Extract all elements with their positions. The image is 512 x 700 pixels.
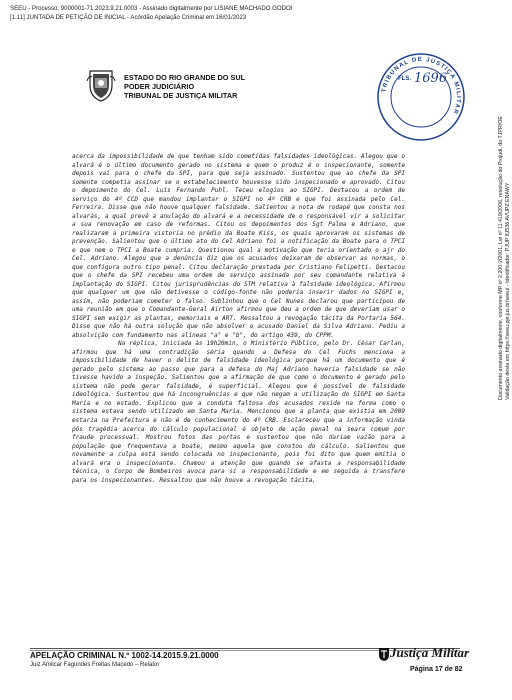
page-number: Página 17 de 82 <box>410 666 463 673</box>
system-header-line2: [1.11] JUNTADA DE PETIÇÃO DE INICIAL - Acórdão Apelação Criminal em 16/01/2023 <box>10 14 247 21</box>
body-paragraph: Na réplica, iniciada às 19h20min, o Ministério Público, pelo Dr. César Carlan, afirmou que há uma contradição séria quando a Defesa do Cel Fuchs menciona a impossibilidade de haver o delito de falsidade ideológica porque há um documento que é gerado pelo sistema ao passo que para a defesa do Maj Adriano haveria falsidade se não tivesse havido a inspeção. Salientou que a afirmação de que como o documento é gerado pelo sistema não pode gerar falsidade, é superficial. Alegou que é possível de falsidade ideológica. Sustentou que há incongruências e que não negam a utilização do SIGPI em Santa Maria e no estado. Explicou que a conduta faltosa dos acusados reside na forma como o sistema estava sendo utilizado em Santa Maria. Mencionou que a planta que existia em 2009 estaria na Prefeitura e não é de conhecimento do 4º CRB. Esclareceu que a informação vinda pós tragédia acerca do cálculo populacional é objeto de ação penal na seara comum por fraude processual. Mostrou fotos das portas e sustentou que não dariam vazão para a população que frequentava a boate, mesmo aquela que constou do cálculo. Salientou que novamente a culpa está sendo colocada no inspecionante, pois foi dito que quem emitia o alvará era o inspecionante. Chamou a atenção que quando se afasta a responsabilidade técnica, o Corpo de Bombeiros avoca para si a responsabilidade e em seguida a transfere para os inspecionantes. Ressaltou que não houve a revogação tácita, <box>72 340 405 484</box>
case-title: APELAÇÃO CRIMINAL N.º 1002-14.2015.9.21.0000 <box>30 651 219 660</box>
signature-stamp-line1: Documento assinado digitalmente, conforme MP nº 2.200-2/2001, Lei nº 11.419/2006, resolução do Projudi, do TJPR/OE <box>498 116 504 400</box>
justice-scale-icon <box>377 646 391 662</box>
signature-stamp-line2: Validação desta em https://seeu.pje.jus.br/seeu/ - Identificador: PJUP 8J536 AVUPZ ENAWY <box>505 182 512 400</box>
letterhead-judiciary: PODER JUDICIÁRIO <box>124 82 195 91</box>
court-seal-stamp <box>374 50 468 144</box>
letterhead-state: ESTADO DO RIO GRANDE DO SUL <box>124 73 246 82</box>
digital-signature-stamp <box>468 80 512 400</box>
system-header-line1: SEEU - Processo: 9000001-71.2023.9.21.0003 - Assinado digitalmente por LISIANE MACHADO GODOI <box>10 5 293 12</box>
seal-ring-text: TRIBUNAL DE JUSTIÇA MILITAR <box>381 56 462 116</box>
state-crest-icon <box>86 67 116 103</box>
judge-name: Juiz Amilcar Fagundes Freitas Macedo – Relator <box>30 662 160 668</box>
document-body <box>72 153 405 485</box>
body-paragraph: acerca da impossibilidade de que tenham sido cometidas falsidades ideológicas. Alegou que o alvará é o último documento gerado no sistema e quem o produz é o inspecionante, somente depois vai para o chefe da SPI, para que seja assinado. Sustentou que ao chefe da SPI somente competia assinar se o estabelecimento houvesse sido inspecionado e aprovado. Citou o depoimento do Cel. Luís Fernando Puhl. Teceu elogios ao SIGPI. Destacou a ordem de serviço do 4º CCD que mandou implantar o SIGPI no 4º CRB e que foi assinada pelo Cel. Ferreira. Disse que não houve qualquer falsidade. Salientou a nota de rodapé que consta nos alvarás, a qual prevê a anulação do alvará e a necessidade de o responsável vir a solicitar a sua renovação em caso de reformas. Citou os depoimentos dos Sgt Palma e Adriano, que realizaram a primeira vistoria no prédio da Boate Kiss, os quais aprovaram os sistemas de prevenção. Salientou que o último ato do Cel Adriano foi a notificação da Boate para o TPCI e que nem o TPCI a Boate cumpria. Questionou qual a motivação que teria orientado o ajr do Cel. Adriano. Alegou que a denúncia diz que os acusados deixaram de observar as normas, o que configura outro tipo penal. Citou declaração prestada por Cristiano Felipetti. Destacou que o chefe da SPI recebeu uma ordem de serviço assinada por seu comandante relativa à implantação do SIGPI. Citou jurisprudências do STM relativa à falsidade ideológica. Afirmou que qualquer um que não detivesse o código-fonte não poderia inserir dados no SIGPI e, assim, não poderiam cometer o falso. Sublinhou que o Cel Nunes declarou que participou de uma reunião em que o Comandante-Geral Airton afirmou que deu a ordem de que deveriam usar o SIGPI sem exigir as plantas, memoriais e ART. Ressaltou a revogação tácita da Portaria 564. Disse que não há outra solução que não absolver o acusado Daniel da Silva Adriano. Pediu a absolvição com fundamento nas alíneas "a" e "b", do artigo 439, do CPPM. <box>72 153 405 339</box>
seal-label: FLS. <box>398 76 411 82</box>
letterhead-court: TRIBUNAL DE JUSTIÇA MILITAR <box>124 91 238 100</box>
justica-militar-logo: Justiça Militar <box>390 645 470 660</box>
page-folio-number: 1696 <box>414 71 448 86</box>
